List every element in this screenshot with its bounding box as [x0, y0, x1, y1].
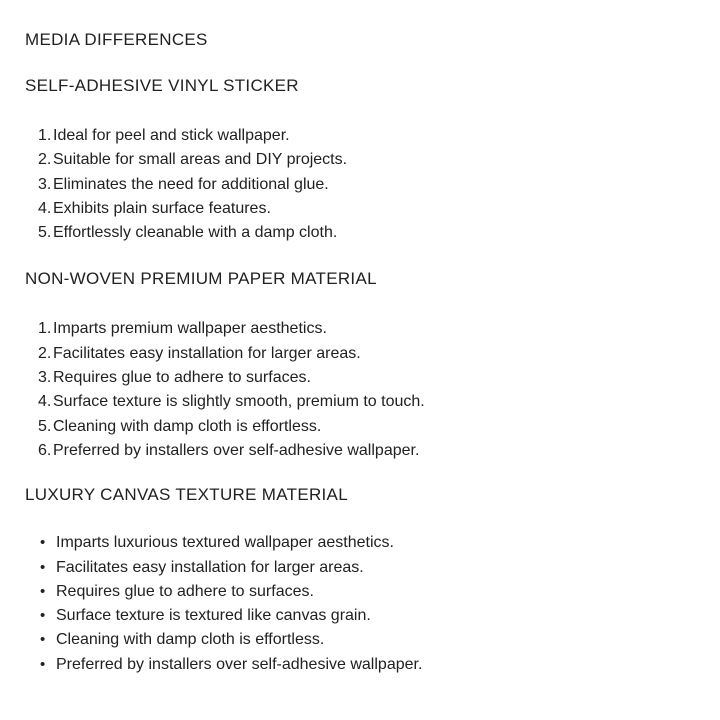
- list-item: [38, 342, 695, 366]
- list-item-text: Eliminates the need for additional glue.: [53, 175, 329, 193]
- list-marker: 1.: [38, 320, 52, 338]
- list-item-text: Surface texture is textured like canvas grain.: [56, 607, 371, 625]
- list-marker: 4.: [38, 393, 52, 411]
- list-marker: 2.: [38, 344, 52, 362]
- list-item: [38, 415, 695, 439]
- list-item: [38, 173, 695, 197]
- list-item: [38, 124, 695, 148]
- section-heading: LUXURY CANVAS TEXTURE MATERIAL: [25, 485, 348, 505]
- list-item: [38, 580, 695, 604]
- list-item-text: Facilitates easy installation for larger areas.: [56, 558, 364, 576]
- list-item-text: Preferred by installers over self-adhesive wallpaper.: [56, 655, 423, 673]
- list-marker: 5.: [38, 224, 52, 242]
- bullet-icon: •: [40, 655, 46, 673]
- list-item-text: Effortlessly cleanable with a damp cloth.: [53, 224, 338, 242]
- section-heading: SELF-ADHESIVE VINYL STICKER: [25, 76, 299, 95]
- document: [0, 30, 720, 720]
- list-item-text: Cleaning with damp cloth is effortless.: [56, 631, 325, 649]
- bulleted-list: [25, 531, 695, 677]
- list-item-text: Suitable for small areas and DIY projects.: [53, 151, 348, 169]
- section-self-adhesive-vinyl-sticker: [25, 76, 695, 245]
- list-item-text: Requires glue to adhere to surfaces.: [53, 369, 311, 387]
- numbered-list: [25, 317, 695, 463]
- bullet-icon: •: [40, 607, 46, 625]
- list-item-text: Requires glue to adhere to surfaces.: [56, 582, 314, 600]
- list-marker: 1.: [38, 127, 52, 144]
- list-item: [38, 366, 695, 390]
- list-item: [38, 531, 695, 555]
- list-item-text: Surface texture is slightly smooth, premium to touch.: [53, 393, 425, 411]
- list-item-text: Imparts luxurious textured wallpaper aesthetics.: [56, 534, 394, 552]
- list-item: [38, 628, 695, 652]
- list-marker: 4.: [38, 199, 52, 217]
- list-item-text: Exhibits plain surface features.: [53, 199, 271, 217]
- numbered-list: [25, 124, 695, 245]
- list-marker: 3.: [38, 175, 52, 193]
- list-item: [38, 390, 695, 414]
- list-item: [38, 653, 695, 677]
- list-item-text: Facilitates easy installation for larger areas.: [53, 344, 361, 362]
- list-item-text: Preferred by installers over self-adhesive wallpaper.: [53, 441, 420, 459]
- list-marker: 2.: [38, 151, 52, 169]
- list-item-text: Ideal for peel and stick wallpaper.: [53, 127, 290, 144]
- bullet-icon: •: [40, 631, 46, 649]
- list-marker: 6.: [38, 441, 52, 459]
- bullet-icon: •: [40, 558, 46, 576]
- section-non-woven-premium-paper: [25, 269, 695, 463]
- list-item: [38, 221, 695, 245]
- list-item: [38, 148, 695, 172]
- list-marker: 3.: [38, 369, 52, 387]
- list-marker: 5.: [38, 417, 52, 435]
- section-luxury-canvas-texture: [25, 485, 695, 677]
- list-item: [38, 604, 695, 628]
- list-item-text: Imparts premium wallpaper aesthetics.: [53, 320, 327, 338]
- list-item: [38, 439, 695, 463]
- section-heading: NON-WOVEN PREMIUM PAPER MATERIAL: [25, 269, 377, 289]
- bullet-icon: •: [40, 534, 46, 552]
- page-title: MEDIA DIFFERENCES: [25, 30, 208, 49]
- list-item: [38, 556, 695, 580]
- list-item: [38, 197, 695, 221]
- bullet-icon: •: [40, 582, 46, 600]
- list-item: [38, 317, 695, 341]
- list-item-text: Cleaning with damp cloth is effortless.: [53, 417, 322, 435]
